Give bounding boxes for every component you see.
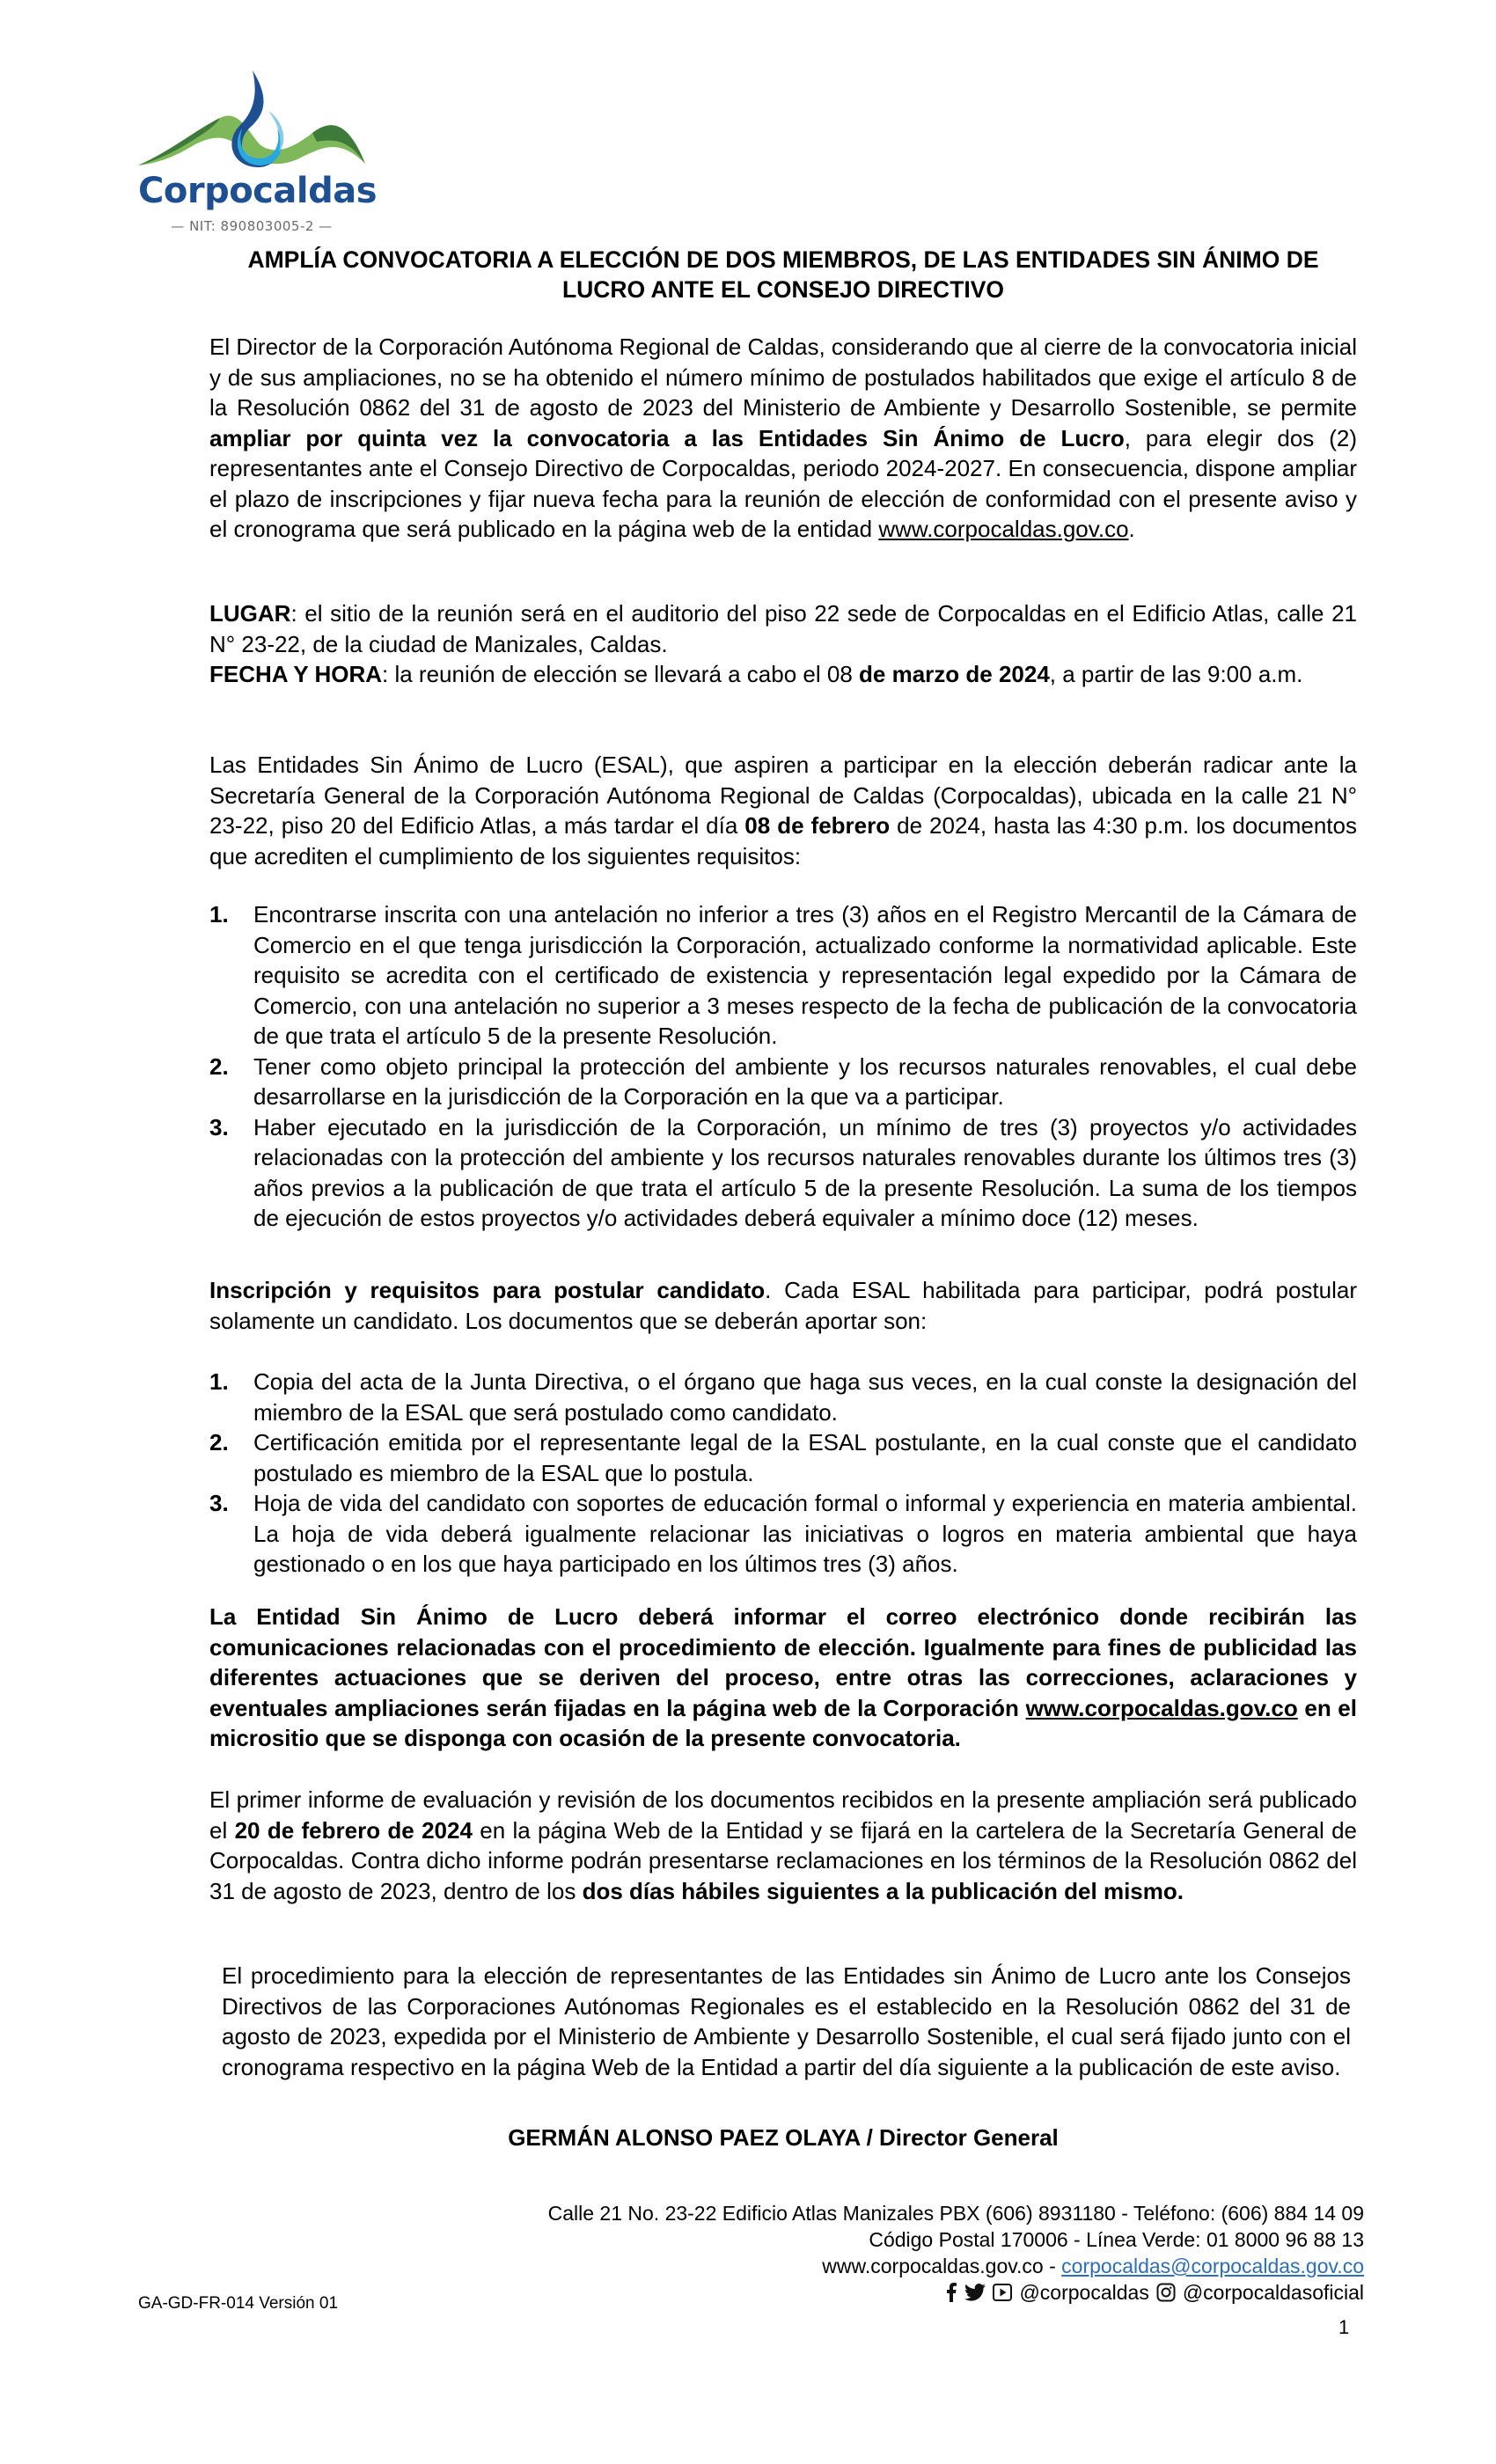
list-item [209,899,1357,1052]
inscripcion-paragraph [209,1275,1357,1336]
website-link[interactable]: www.corpocaldas.gov.co [878,516,1129,542]
facebook-icon[interactable] [945,2283,957,2302]
fecha-paragraph [209,659,1357,690]
intro-text-2: , para elegir dos (2) representantes ante el Consejo Directivo de Corpocaldas, periodo 2024-2027. En consecuencia, dispone ampliar el plazo de inscripciones y fijar nueva fecha para la reunión de elección de conformidad con el presente aviso y el cronograma que será publicado en la página web de la entidad [209,424,1357,542]
fecha-text-1: : la reunión de elección se llevará a cabo el 08 [382,661,860,687]
intro-bold: ampliar por quinta vez la convocatoria a las Entidades Sin Ánimo de Lucro [209,424,1125,451]
intro-text-1: El Director de la Corporación Autónoma Regional de Caldas, considerando que al cierre de la convocatoria inicial y de sus ampliaciones, no se ha obtenido el número mínimo de postulados habilitados que exige el artículo 8 de la Resolución 0862 del 31 de agosto de 2023 del Ministerio de Ambiente y Desarrollo Sostenible, se permite [209,334,1357,421]
procedimiento-paragraph [222,1961,1351,2082]
page-number: 1 [1338,2316,1350,2338]
list-item [209,1112,1357,1234]
list-number: 3. [209,1490,229,1516]
social-handle[interactable]: @corpocaldas [1019,2281,1149,2304]
logo-nit: — NIT: 890803005-2 — [171,218,333,234]
footer-contact [548,2200,1364,2308]
requisitos-list [209,899,1357,1234]
lugar-text: : el sitio de la reunión será en el auditorio del piso 22 sede de Corpocaldas en el Edificio Atlas, calle 21 N° 23-22, de la ciudad de Manizales, Caldas. [209,600,1357,657]
list-number: 2. [209,1429,229,1456]
footer-address: Calle 21 No. 23-22 Edificio Atlas Manizales PBX (606) 8931180 - Teléfono: (606) 884 14 09 [547,2202,1364,2225]
list-text: Tener como objeto principal la protección del ambiente y los recursos naturales renovables, el cual debe desarrollarse en la jurisdicción de la Corporación en la que va a participar. [253,1052,1357,1110]
intro-paragraph [209,332,1357,545]
list-item [209,1488,1357,1580]
footer-web[interactable]: www.corpocaldas.gov.co - [822,2255,1062,2277]
list-item [209,1052,1357,1112]
aviso-text: La Entidad Sin Ánimo de Lucro deberá informar el correo electrónico donde recibirán las comunicaciones relacionadas con el procedimiento de elección. Igualmente para fines de publicidad las diferentes actuaciones que se deriven del proceso, entre otras las correcciones, aclaraciones y eventuales ampliaciones serán fijadas en la página web de la Corporación [209,1603,1357,1721]
corpocaldas-logo [136,67,378,239]
form-code: GA-GD-FR-014 Versión 01 [138,2294,339,2313]
footer-social [945,2279,1364,2306]
informe-paragraph [209,1785,1357,1906]
inscripcion-bold: Inscripción y requisitos para postular candidato [209,1277,766,1303]
lugar-fecha-block [209,598,1357,690]
informe-bold-1: 20 de febrero de 2024 [234,1816,473,1844]
fecha-label: FECHA Y HORA [209,661,382,687]
aviso-end: en el micrositio que se disponga con ocasión de la presente convocatoria. [209,1694,1357,1751]
aviso-correo-paragraph [209,1602,1357,1754]
fecha-bold: de marzo de 2024 [859,661,1050,687]
list-number: 1. [209,901,229,928]
lugar-label: LUGAR [209,600,291,627]
youtube-icon[interactable] [993,2284,1012,2301]
footer-email-link[interactable]: corpocaldas@corpocaldas.gov.co [1061,2255,1364,2277]
informe-bold-2: dos días hábiles siguientes a la publicación del mismo. [582,1877,1184,1904]
instagram-icon[interactable] [1156,2283,1176,2302]
footer-web-line [548,2253,1364,2279]
esal-text-1: Las Entidades Sin Ánimo de Lucro (ESAL), que aspiren a participar en la elección deberán radicar ante la Secretaría General de la Corporación Autónoma Regional de Caldas (Corpocaldas), ubicada en la calle 21 N° 23-22, piso 20 del Edificio Atlas, a más tardar el día [209,752,1357,839]
logo-mark-icon [136,67,367,172]
procedimiento-text: El procedimiento para la elección de representantes de las Entidades sin Ánimo de Lucro ante los Consejos Directivos de las Corporaciones Autónomas Regionales es el establecido en la Resolución 0862 del 31 de agosto de 2023, expedida por el Ministerio de Ambiente y Desarrollo Sostenible, el cual será fijado junto con el cronograma respectivo en la página Web de la Entidad a partir del día siguiente a la publicación de este aviso. [222,1962,1351,2080]
esal-paragraph [209,750,1357,871]
instagram-handle[interactable]: @corpocaldasoficial [1182,2281,1364,2304]
title-line-2: LUCRO ANTE EL CONSEJO DIRECTIVO [561,276,1005,303]
list-number: 1. [209,1368,229,1395]
logo-wordmark: Corpocaldas [138,171,378,211]
documentos-list [209,1367,1357,1580]
list-text: Encontrarse inscrita con una antelación no inferior a tres (3) años en el Registro Mercantil de la Cámara de Comercio en el que tenga jurisdicción la Corporación, actualizado conforme la normatividad aplicable. Este requisito se acredita con el certificado de existencia y representación legal expedido por la Cámara de Comercio, con una antelación no superior a 3 meses respecto de la fecha de publicación de la convocatoria de que trata el artículo 5 de la presente Resolución. [253,901,1357,1049]
esal-bold: 08 de febrero [744,812,891,839]
list-text: Copia del acta de la Junta Directiva, o el órgano que haga sus veces, en la cual conste la designación del miembro de la ESAL que será postulado como candidato. [253,1368,1357,1426]
informe-text-1: El primer informe de evaluación y revisión de los documentos recibidos en la presente ampliación será publicado el [209,1786,1357,1844]
lugar-paragraph [209,598,1357,659]
list-text: Haber ejecutado en la jurisdicción de la Corporación, un mínimo de tres (3) proyectos y/o actividades relacionadas con la protección del ambiente y los recursos naturales renovables durante los últimos tres (3) años previos a la publicación de que trata el artículo 5 de la presente Resolución. La suma de los tiempos de ejecución de estos proyectos y/o actividades deberá equivaler a mínimo doce (12) meses. [253,1113,1357,1231]
esal-text-2: de 2024, hasta las 4:30 p.m. los documentos que acrediten el cumplimiento de los siguientes requisitos: [209,812,1357,869]
list-text: Hoja de vida del candidato con soportes de educación formal o informal y experiencia en materia ambiental. La hoja de vida deberá igualmente relacionar las iniciativas o logros en materia ambiental que haya gestionado o en los que haya participado en los últimos tres (3) años. [253,1490,1357,1577]
footer-postal: Código Postal 170006 - Línea Verde: 01 8000 96 88 13 [869,2228,1364,2251]
list-number: 2. [209,1052,229,1080]
fecha-text-2: , a partir de las 9:00 a.m. [1049,661,1303,687]
list-number: 3. [209,1113,229,1140]
list-text: Certificación emitida por el representante legal de la ESAL postulante, en la cual conste que el candidato postulado es miembro de la ESAL que lo postula. [253,1429,1357,1486]
inscripcion-text: . Cada ESAL habilitada para participar, podrá postular solamente un candidato. Los documentos que se deberán aportar son: [209,1277,1357,1334]
informe-text-2: en la página Web de la Entidad y se fijará en la cartelera de la Secretaría General de Corpocaldas. Contra dicho informe podrán presentarse reclamaciones en los términos de la Resolución 0862 del 31 de agosto de 2023, dentro de los [209,1816,1358,1904]
title-line-1: AMPLÍA CONVOCATORIA A ELECCIÓN DE DOS MIEMBROS, DE LAS ENTIDADES SIN ÁNIMO DE [247,246,1319,273]
signature: GERMÁN ALONSO PAEZ OLAYA / Director General [508,2124,1059,2151]
list-item [209,1367,1357,1427]
intro-end: . [1128,516,1135,542]
website-link[interactable]: www.corpocaldas.gov.co [1025,1694,1298,1721]
twitter-icon[interactable] [964,2284,986,2301]
nit-text: NIT: 890803005-2 [189,218,314,234]
page-title [202,245,1364,304]
list-item [209,1427,1357,1488]
